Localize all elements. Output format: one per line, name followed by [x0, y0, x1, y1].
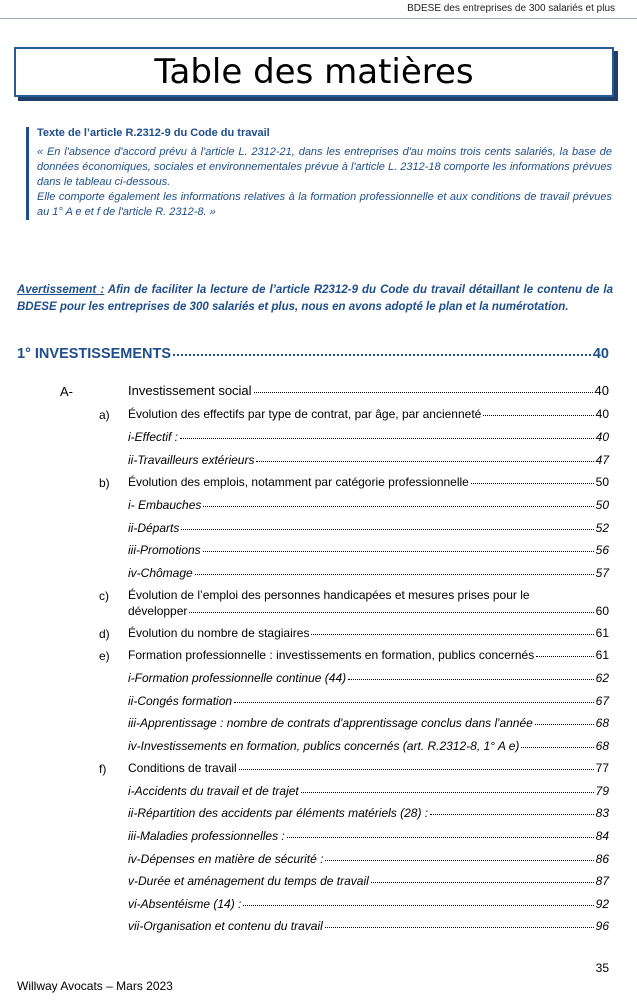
- toc-entry[interactable]: [128, 383, 609, 398]
- toc-marker: c): [99, 589, 109, 603]
- toc-entry-page: 50: [595, 475, 609, 489]
- toc-entry-label: développer: [128, 604, 188, 618]
- toc-entry-label: Évolution des emplois, notamment par catégorie professionnelle: [128, 475, 469, 489]
- toc-marker: d): [99, 627, 110, 641]
- toc-entry-label: vi-Absentéisme (14) :: [128, 897, 242, 911]
- toc-entry[interactable]: [128, 806, 609, 820]
- toc-entry-label: 1° INVESTISSEMENTS: [17, 346, 172, 362]
- toc-entry-label: iv-Dépenses en matière de sécurité :: [128, 852, 324, 866]
- toc-entry[interactable]: [128, 761, 609, 775]
- toc-leader: [535, 723, 594, 725]
- page-title: Table des matières: [14, 47, 614, 97]
- toc-leader: [348, 678, 594, 680]
- toc-entry-page: 40: [594, 383, 609, 398]
- toc-entry-page: 62: [595, 671, 609, 685]
- warning-note: [17, 282, 613, 316]
- toc-entry[interactable]: [128, 784, 609, 798]
- toc-marker: f): [99, 762, 107, 776]
- toc-entry-label: v-Durée et aménagement du temps de travail: [128, 874, 369, 888]
- toc-entry-page: 68: [595, 716, 609, 730]
- toc-entry-label: Conditions de travail: [128, 761, 237, 775]
- toc-entry-label: i- Embauches: [128, 498, 202, 512]
- toc-entry[interactable]: [128, 852, 609, 866]
- toc-leader: [254, 391, 593, 393]
- toc-entry-page: 52: [595, 521, 609, 535]
- toc-entry[interactable]: [128, 626, 609, 640]
- toc-entry-page: 57: [595, 566, 609, 580]
- quote-title: Texte de l’article R.2312-9 du Code du travail: [37, 127, 270, 139]
- toc-entry-label: i-Effectif :: [128, 430, 179, 444]
- toc-leader: [483, 414, 593, 416]
- toc-entry-page: 96: [595, 919, 609, 933]
- toc-entry-label: i-Accidents du travail et de trajet: [128, 784, 299, 798]
- toc-entry-page: 40: [592, 346, 609, 362]
- toc-entry-label: Évolution des effectifs par type de contrat, par âge, par ancienneté: [128, 407, 482, 421]
- toc-leader: [430, 813, 594, 815]
- running-header: BDESE des entreprises de 300 salariés et plus: [407, 3, 615, 14]
- toc-entry-label: ii-Répartition des accidents par éléments matériels (28) :: [128, 806, 429, 820]
- toc-entry[interactable]: [128, 521, 609, 535]
- toc-leader: [234, 701, 594, 703]
- toc-leader: [239, 768, 594, 770]
- toc-entry-label: Formation professionnelle : investissements en formation, publics concernés: [128, 648, 535, 662]
- toc-entry-page: 86: [595, 852, 609, 866]
- toc-entry-page: 87: [595, 874, 609, 888]
- toc-leader: [311, 633, 593, 635]
- toc-entry-page: 61: [595, 626, 609, 640]
- toc-entry[interactable]: [17, 346, 609, 362]
- toc-entry-label: ii-Départs: [128, 521, 180, 535]
- toc-leader: [173, 353, 591, 356]
- warning-label: Avertissement :: [17, 284, 105, 296]
- article-quote: [26, 127, 612, 220]
- toc-entry-page: 68: [595, 739, 609, 753]
- toc-entry[interactable]: [128, 897, 609, 911]
- toc-entry[interactable]: [128, 475, 609, 489]
- toc-entry[interactable]: [128, 543, 609, 557]
- toc-entry[interactable]: [128, 874, 609, 888]
- toc-marker: b): [99, 476, 110, 490]
- toc-leader: [180, 437, 594, 439]
- toc-entry-label: ii-Congés formation: [128, 694, 233, 708]
- toc-entry-label: Évolution du nombre de stagiaires: [128, 626, 310, 640]
- toc-entry-label: iii-Maladies professionnelles :: [128, 829, 285, 843]
- toc-entry[interactable]: [128, 919, 609, 933]
- toc-entry-page: 77: [595, 761, 609, 775]
- toc-entry[interactable]: [128, 430, 609, 444]
- toc-leader: [256, 460, 593, 462]
- toc-entry-page: 61: [595, 648, 609, 662]
- toc-entry[interactable]: [128, 671, 609, 685]
- toc-leader: [536, 655, 593, 657]
- toc-entry-label: ii-Travailleurs extérieurs: [128, 453, 255, 467]
- toc-entry-label-line1: Évolution de l’emploi des personnes handicapées et mesures prises pour le: [128, 588, 530, 602]
- header-divider: [0, 18, 637, 19]
- toc-entry-page: 50: [595, 498, 609, 512]
- toc-entry-page: 47: [595, 453, 609, 467]
- toc-marker: a): [99, 408, 110, 422]
- toc-entry-page: 67: [595, 694, 609, 708]
- toc-entry[interactable]: [128, 829, 609, 843]
- toc-entry[interactable]: [128, 453, 609, 467]
- toc-leader: [325, 926, 594, 928]
- toc-entry-page: 60: [595, 604, 609, 618]
- quote-body: [37, 145, 612, 220]
- toc-marker: A-: [60, 384, 73, 399]
- toc-entry-label: iv-Investissements en formation, publics concernés (art. R.2312-8, 1° A e): [128, 739, 520, 753]
- toc-marker: e): [99, 649, 110, 663]
- toc-entry[interactable]: [128, 498, 609, 512]
- toc-entry[interactable]: [128, 566, 609, 580]
- toc-entry-label: i-Formation professionnelle continue (44): [128, 671, 347, 685]
- toc-leader: [325, 859, 593, 861]
- toc-entry-page: 40: [595, 430, 609, 444]
- toc-entry-label: vii-Organisation et contenu du travail: [128, 919, 323, 933]
- toc-leader: [189, 611, 593, 613]
- toc-leader: [243, 904, 593, 906]
- page-number: 35: [595, 961, 609, 975]
- toc-entry-page: 79: [595, 784, 609, 798]
- toc-entry-page: 92: [595, 897, 609, 911]
- toc-leader: [287, 836, 594, 838]
- quote-paragraph: Elle comporte également les informations relatives à la formation professionnelle et aux conditions de travail prévues au 1° A e et f de l'article R. 2312-8. »: [37, 191, 612, 218]
- toc-entry-label: iii-Promotions: [128, 543, 201, 557]
- toc-entry-page: 56: [595, 543, 609, 557]
- toc-leader: [521, 746, 593, 748]
- toc-entry[interactable]: [128, 604, 609, 618]
- toc-entry-page: 84: [595, 829, 609, 843]
- toc-entry-label: iii-Apprentissage : nombre de contrats d'apprentissage conclus dans l'année: [128, 716, 533, 730]
- toc-entry-label: Investissement social: [128, 383, 252, 398]
- toc-leader: [301, 791, 594, 793]
- toc-entry[interactable]: [128, 694, 609, 708]
- toc-entry-page: 83: [595, 806, 609, 820]
- toc-entry-label: iv-Chômage: [128, 566, 193, 580]
- quote-paragraph: « En l'absence d'accord prévu à l'article L. 2312-21, dans les entreprises d'au moins trois cents salariés, la base de données économiques, sociales et environnementales prévue à l'article L. 2312-18 comporte les informations prévues dans le tableau ci-dessous.: [37, 146, 612, 188]
- toc-entry[interactable]: [128, 716, 609, 730]
- toc-leader: [181, 528, 593, 530]
- toc-entry[interactable]: [128, 739, 609, 753]
- toc-entry[interactable]: [128, 407, 609, 421]
- toc-entry-page: 40: [595, 407, 609, 421]
- footer-author: Willway Avocats – Mars 2023: [17, 979, 173, 993]
- toc-leader: [371, 881, 594, 883]
- toc-entry[interactable]: [128, 648, 609, 662]
- warning-text: Afin de faciliter la lecture de l’article R2312-9 du Code du travail détaillant le contenu de la BDESE pour les entreprises de 300 salariés et plus, nous en avons adopté le plan et la numérotation.: [17, 284, 613, 313]
- toc-leader: [203, 505, 593, 507]
- toc-leader: [195, 573, 594, 575]
- toc-leader: [203, 550, 594, 552]
- toc-leader: [471, 482, 594, 484]
